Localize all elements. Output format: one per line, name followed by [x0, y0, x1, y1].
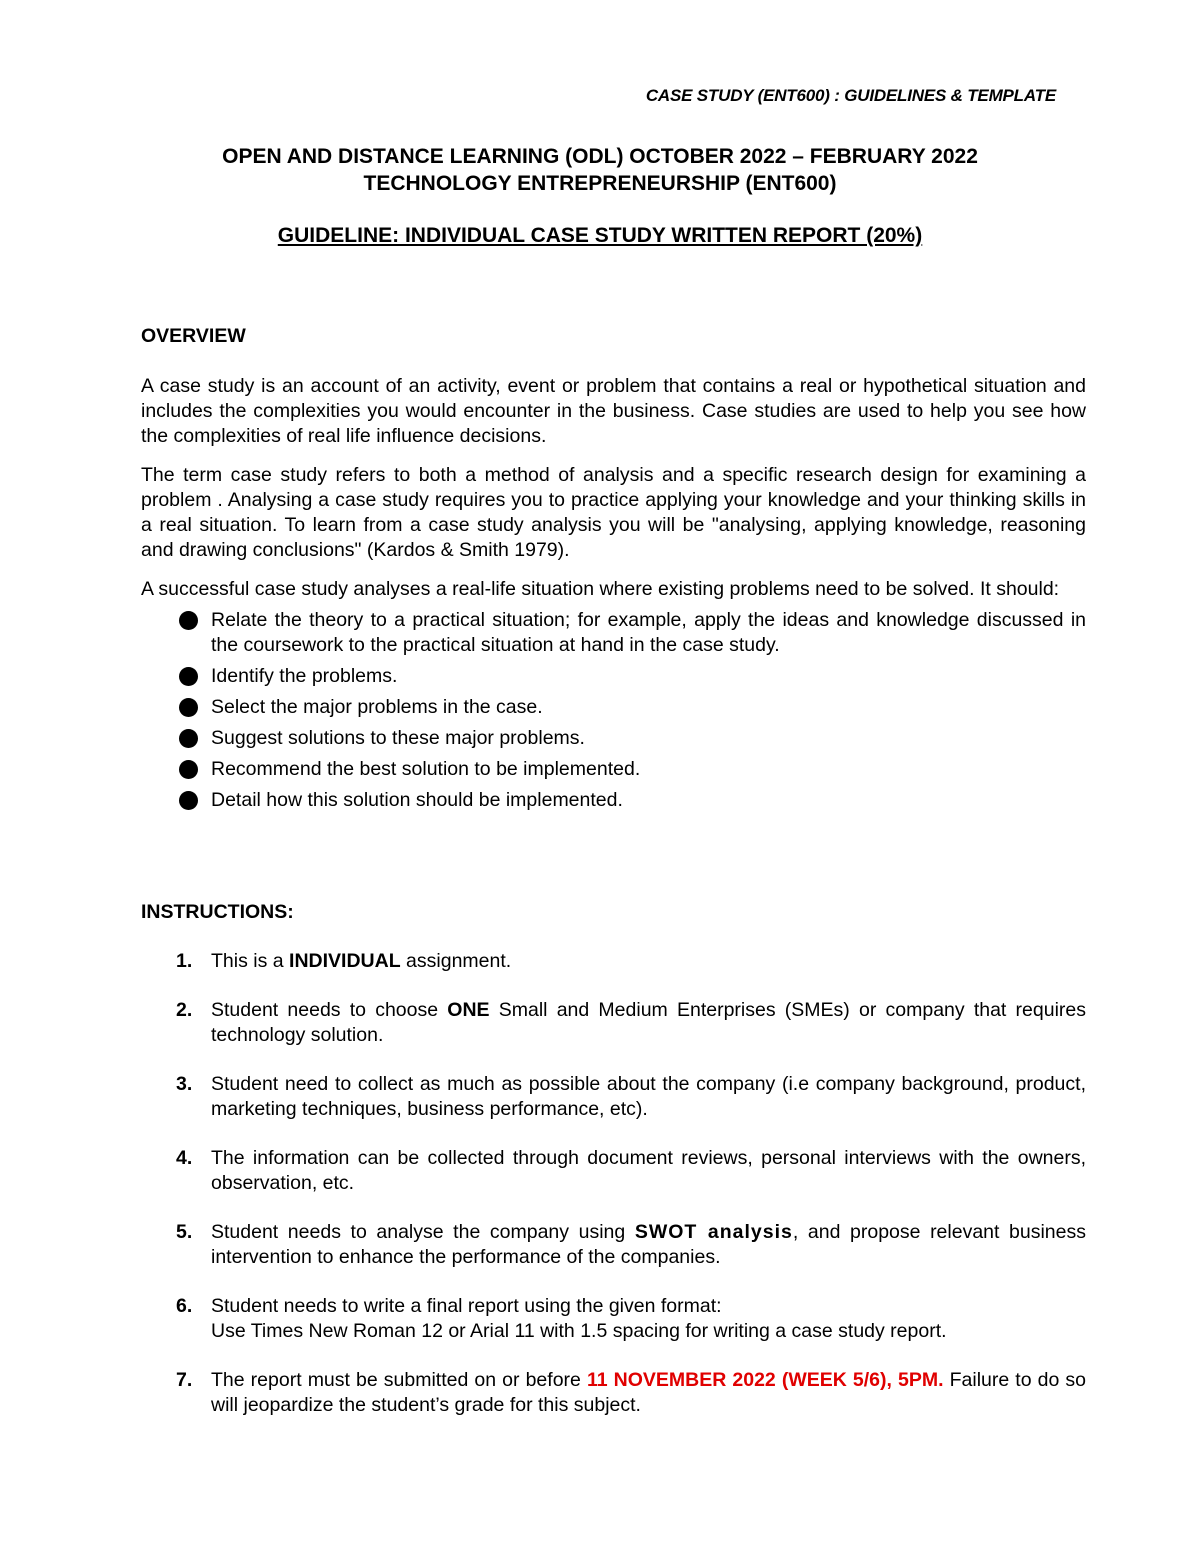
list-item: Detail how this solution should be implemented. — [141, 788, 1086, 813]
list-item: 2. Student needs to choose ONE Small and Medium Enterprises (SMEs) or company that requires technology solution. — [176, 999, 1086, 1046]
list-item: Suggest solutions to these major problems. — [141, 726, 1086, 751]
list-item: Select the major problems in the case. — [141, 695, 1086, 720]
instructions-list — [141, 949, 1086, 1418]
overview-section — [141, 324, 1086, 819]
bullet-dot-icon — [179, 611, 198, 630]
overview-paragraph-3: A successful case study analyses a real-life situation where existing problems need to be solved. It should: — [141, 578, 1060, 600]
list-item: Relate the theory to a practical situation; for example, apply the ideas and knowledge discussed in the coursework to the practical situation at hand in the case study. — [141, 608, 1086, 658]
instructions-heading: INSTRUCTIONS: — [141, 901, 294, 923]
list-item: Identify the problems. — [141, 664, 1086, 689]
list-item: 5. Student needs to analyse the company using SWOT analysis, and propose relevant business intervention to enhance the performance of the companies. — [176, 1221, 1086, 1268]
overview-bullet-list — [141, 608, 1086, 813]
overview-paragraph-2: The term case study refers to both a method of analysis and a specific research design for examining a problem . Analysing a case study requires you to practice applying your knowledge and your thinking skills in a real situation. To learn from a case study analysis you will be "analysing, applying knowledge, reasoning and drawing conclusions" (Kardos & Smith 1979). — [141, 464, 1086, 561]
bullet-dot-icon — [179, 698, 198, 717]
bullet-dot-icon — [179, 760, 198, 779]
instructions-section — [141, 900, 1086, 1442]
list-item: 6. Student needs to write a final report using the given format: Use Times New Roman 12 or Arial 11 with 1.5 spacing for writing a case study report. — [176, 1295, 947, 1342]
list-item: 7. The report must be submitted on or before 11 NOVEMBER 2022 (WEEK 5/6), 5PM. Failure to do so will jeopardize the student’s grade for this subject. — [176, 1369, 1086, 1416]
overview-paragraph-1: A case study is an account of an activity, event or problem that contains a real or hypothetical situation and includes the complexities you would encounter in the business. Case studies are used to help you see how the complexities of real life influence decisions. — [141, 375, 1086, 447]
guideline-title: GUIDELINE: INDIVIDUAL CASE STUDY WRITTEN REPORT (20%) — [277, 224, 923, 247]
title-block — [0, 143, 1200, 249]
bullet-dot-icon — [179, 729, 198, 748]
overview-heading: OVERVIEW — [141, 325, 246, 347]
bullet-dot-icon — [179, 791, 198, 810]
bullet-dot-icon — [179, 667, 198, 686]
list-item: Recommend the best solution to be implemented. — [141, 757, 1086, 782]
deadline-highlight: 11 NOVEMBER 2022 (WEEK 5/6), 5PM. — [586, 1369, 944, 1391]
list-item: 1. This is a INDIVIDUAL assignment. — [176, 950, 512, 972]
title-line-1: OPEN AND DISTANCE LEARNING (ODL) OCTOBER 2022 – FEBRUARY 2022 — [222, 145, 978, 168]
title-line-2: TECHNOLOGY ENTREPRENEURSHIP (ENT600) — [363, 172, 837, 195]
list-item: 4. The information can be collected through document reviews, personal interviews with the owners, observation, etc. — [176, 1147, 1086, 1194]
running-header: CASE STUDY (ENT600) : GUIDELINES & TEMPLATE — [645, 86, 1056, 105]
list-item: 3. Student need to collect as much as possible about the company (i.e company background, product, marketing techniques, business performance, etc). — [176, 1073, 1086, 1120]
